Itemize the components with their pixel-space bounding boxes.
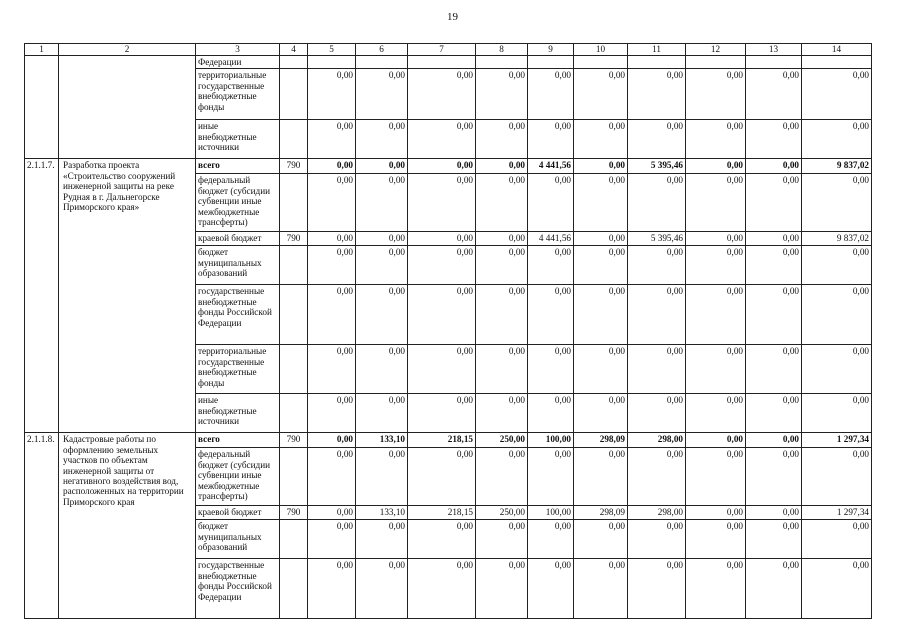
amount-cell (408, 56, 476, 69)
amount-cell: 0,00 (574, 345, 628, 394)
activity-name: Разработка проекта «Строительство сооружений инженерной защиты на реке Рудная в г. Дальнегорске Приморского края» (59, 159, 196, 433)
amount-cell: 0,00 (308, 246, 356, 285)
amount-cell: 0,00 (628, 520, 686, 559)
funding-source: территориальные государственные внебюджетные фонды (196, 69, 280, 120)
amount-cell: 0,00 (408, 448, 476, 506)
amount-cell: 4 441,56 (528, 232, 574, 246)
amount-cell: 0,00 (408, 174, 476, 232)
amount-cell: 0,00 (802, 559, 872, 619)
amount-cell: 250,00 (476, 433, 528, 448)
funding-source: Федерации (196, 56, 280, 69)
amount-cell: 100,00 (528, 506, 574, 520)
amount-cell: 0,00 (574, 285, 628, 345)
column-header: 5 (308, 44, 356, 56)
amount-cell: 0,00 (574, 448, 628, 506)
amount-cell: 0,00 (528, 120, 574, 159)
amount-cell: 0,00 (308, 69, 356, 120)
amount-cell: 0,00 (628, 448, 686, 506)
budget-code: 790 (280, 232, 308, 246)
amount-cell (686, 56, 746, 69)
budget-code (280, 559, 308, 619)
amount-cell: 0,00 (528, 345, 574, 394)
amount-cell: 298,09 (574, 506, 628, 520)
amount-cell: 0,00 (308, 120, 356, 159)
budget-code: 790 (280, 506, 308, 520)
amount-cell: 0,00 (308, 159, 356, 174)
amount-cell: 0,00 (746, 246, 802, 285)
amount-cell: 298,00 (628, 433, 686, 448)
amount-cell: 0,00 (686, 246, 746, 285)
amount-cell: 0,00 (628, 69, 686, 120)
budget-code (280, 285, 308, 345)
amount-cell: 0,00 (408, 159, 476, 174)
amount-cell: 0,00 (476, 285, 528, 345)
amount-cell: 0,00 (746, 159, 802, 174)
amount-cell: 0,00 (574, 559, 628, 619)
amount-cell: 0,00 (308, 174, 356, 232)
amount-cell: 0,00 (308, 448, 356, 506)
activity-name (59, 56, 196, 159)
amount-cell: 0,00 (528, 448, 574, 506)
activity-code: 2.1.1.7. (25, 159, 59, 433)
budget-code (280, 56, 308, 69)
amount-cell: 0,00 (356, 559, 408, 619)
funding-source: всего (196, 159, 280, 174)
amount-cell: 0,00 (746, 559, 802, 619)
amount-cell: 0,00 (476, 174, 528, 232)
column-header: 6 (356, 44, 408, 56)
column-header: 7 (408, 44, 476, 56)
budget-code (280, 246, 308, 285)
amount-cell (802, 56, 872, 69)
activity-name: Кадастровые работы по оформлению земельных участков по объектам инженерной защиты от негативного воздействия вод, расположенных на территории Приморского края (59, 433, 196, 619)
amount-cell: 0,00 (686, 285, 746, 345)
amount-cell: 0,00 (408, 520, 476, 559)
amount-cell: 0,00 (686, 559, 746, 619)
amount-cell: 0,00 (628, 345, 686, 394)
amount-cell: 0,00 (802, 120, 872, 159)
column-header: 9 (528, 44, 574, 56)
amount-cell: 0,00 (356, 69, 408, 120)
amount-cell: 0,00 (408, 559, 476, 619)
column-header: 10 (574, 44, 628, 56)
funding-source: государственные внебюджетные фонды Российской Федерации (196, 559, 280, 619)
amount-cell: 0,00 (408, 345, 476, 394)
amount-cell: 0,00 (528, 520, 574, 559)
funding-source: федеральный бюджет (субсидии субвенции иные межбюджетные трансферты) (196, 174, 280, 232)
amount-cell: 0,00 (574, 394, 628, 433)
amount-cell: 0,00 (628, 246, 686, 285)
amount-cell: 0,00 (686, 69, 746, 120)
amount-cell: 0,00 (308, 285, 356, 345)
amount-cell: 0,00 (356, 394, 408, 433)
amount-cell: 0,00 (802, 285, 872, 345)
amount-cell: 0,00 (528, 285, 574, 345)
amount-cell: 0,00 (574, 120, 628, 159)
amount-cell: 0,00 (308, 433, 356, 448)
amount-cell: 0,00 (746, 69, 802, 120)
amount-cell: 0,00 (408, 246, 476, 285)
amount-cell: 1 297,34 (802, 433, 872, 448)
amount-cell: 0,00 (356, 174, 408, 232)
amount-cell: 0,00 (686, 433, 746, 448)
page-number: 19 (447, 11, 458, 23)
budget-table (24, 43, 872, 619)
amount-cell: 9 837,02 (802, 232, 872, 246)
amount-cell: 0,00 (802, 246, 872, 285)
amount-cell: 0,00 (746, 285, 802, 345)
column-header: 8 (476, 44, 528, 56)
amount-cell: 0,00 (308, 506, 356, 520)
column-number-row (25, 44, 872, 56)
column-header: 13 (746, 44, 802, 56)
amount-cell: 5 395,46 (628, 159, 686, 174)
budget-code (280, 520, 308, 559)
amount-cell: 0,00 (408, 69, 476, 120)
amount-cell: 1 297,34 (802, 506, 872, 520)
amount-cell: 133,10 (356, 506, 408, 520)
column-header: 2 (59, 44, 196, 56)
funding-source: иные внебюджетные источники (196, 394, 280, 433)
amount-cell: 0,00 (574, 174, 628, 232)
column-header: 4 (280, 44, 308, 56)
amount-cell: 0,00 (308, 394, 356, 433)
budget-code: 790 (280, 159, 308, 174)
amount-cell: 0,00 (528, 69, 574, 120)
amount-cell: 133,10 (356, 433, 408, 448)
amount-cell: 0,00 (746, 433, 802, 448)
amount-cell: 0,00 (476, 232, 528, 246)
amount-cell: 0,00 (686, 159, 746, 174)
amount-cell: 0,00 (308, 232, 356, 246)
amount-cell: 0,00 (686, 174, 746, 232)
amount-cell: 0,00 (574, 69, 628, 120)
amount-cell: 0,00 (686, 506, 746, 520)
amount-cell: 0,00 (476, 246, 528, 285)
amount-cell: 0,00 (802, 345, 872, 394)
amount-cell: 0,00 (574, 520, 628, 559)
funding-source: всего (196, 433, 280, 448)
amount-cell: 298,09 (574, 433, 628, 448)
column-header: 1 (25, 44, 59, 56)
total-row (25, 159, 872, 174)
amount-cell: 9 837,02 (802, 159, 872, 174)
funding-source: краевой бюджет (196, 232, 280, 246)
amount-cell: 0,00 (356, 232, 408, 246)
budget-code (280, 69, 308, 120)
amount-cell: 0,00 (746, 232, 802, 246)
amount-cell: 0,00 (476, 559, 528, 619)
amount-cell: 0,00 (356, 120, 408, 159)
amount-cell: 0,00 (628, 120, 686, 159)
column-header: 11 (628, 44, 686, 56)
amount-cell: 0,00 (476, 69, 528, 120)
funding-source: бюджет муниципальных образований (196, 520, 280, 559)
amount-cell: 0,00 (574, 246, 628, 285)
amount-cell: 0,00 (476, 159, 528, 174)
amount-cell: 0,00 (308, 520, 356, 559)
amount-cell: 0,00 (746, 506, 802, 520)
amount-cell (628, 56, 686, 69)
amount-cell (528, 56, 574, 69)
amount-cell: 0,00 (686, 394, 746, 433)
amount-cell: 0,00 (628, 174, 686, 232)
funding-source: иные внебюджетные источники (196, 120, 280, 159)
amount-cell: 0,00 (802, 394, 872, 433)
amount-cell: 0,00 (476, 448, 528, 506)
amount-cell: 4 441,56 (528, 159, 574, 174)
amount-cell: 0,00 (408, 120, 476, 159)
activity-code: 2.1.1.8. (25, 433, 59, 619)
amount-cell: 0,00 (356, 246, 408, 285)
budget-code (280, 345, 308, 394)
funding-source: федеральный бюджет (субсидии субвенции иные межбюджетные трансферты) (196, 448, 280, 506)
amount-cell: 0,00 (356, 345, 408, 394)
amount-cell: 250,00 (476, 506, 528, 520)
amount-cell: 0,00 (476, 120, 528, 159)
amount-cell: 0,00 (528, 559, 574, 619)
amount-cell: 0,00 (686, 232, 746, 246)
table-row (25, 56, 872, 69)
amount-cell: 0,00 (356, 285, 408, 345)
amount-cell: 218,15 (408, 433, 476, 448)
amount-cell: 0,00 (746, 174, 802, 232)
amount-cell: 0,00 (356, 520, 408, 559)
amount-cell: 0,00 (802, 69, 872, 120)
amount-cell: 5 395,46 (628, 232, 686, 246)
amount-cell: 0,00 (746, 120, 802, 159)
column-header: 3 (196, 44, 280, 56)
amount-cell: 100,00 (528, 433, 574, 448)
amount-cell: 0,00 (528, 394, 574, 433)
amount-cell (746, 56, 802, 69)
amount-cell: 0,00 (802, 174, 872, 232)
activity-code (25, 56, 59, 159)
amount-cell: 0,00 (408, 232, 476, 246)
amount-cell: 0,00 (628, 285, 686, 345)
amount-cell: 0,00 (476, 345, 528, 394)
amount-cell: 0,00 (802, 520, 872, 559)
amount-cell: 0,00 (802, 448, 872, 506)
amount-cell: 0,00 (528, 246, 574, 285)
budget-code (280, 448, 308, 506)
column-header: 14 (802, 44, 872, 56)
column-header: 12 (686, 44, 746, 56)
amount-cell: 0,00 (574, 159, 628, 174)
budget-code (280, 120, 308, 159)
amount-cell: 0,00 (628, 394, 686, 433)
amount-cell: 0,00 (746, 520, 802, 559)
amount-cell: 0,00 (408, 285, 476, 345)
amount-cell: 0,00 (476, 394, 528, 433)
amount-cell: 0,00 (574, 232, 628, 246)
amount-cell: 218,15 (408, 506, 476, 520)
funding-source: государственные внебюджетные фонды Российской Федерации (196, 285, 280, 345)
budget-code (280, 174, 308, 232)
amount-cell (308, 56, 356, 69)
amount-cell: 0,00 (628, 559, 686, 619)
amount-cell: 0,00 (746, 394, 802, 433)
amount-cell: 0,00 (356, 159, 408, 174)
amount-cell: 0,00 (746, 345, 802, 394)
amount-cell: 0,00 (686, 520, 746, 559)
funding-source: бюджет муниципальных образований (196, 246, 280, 285)
amount-cell: 298,00 (628, 506, 686, 520)
amount-cell: 0,00 (308, 559, 356, 619)
amount-cell: 0,00 (308, 345, 356, 394)
amount-cell (574, 56, 628, 69)
amount-cell: 0,00 (528, 174, 574, 232)
amount-cell: 0,00 (686, 120, 746, 159)
amount-cell: 0,00 (408, 394, 476, 433)
amount-cell (476, 56, 528, 69)
amount-cell: 0,00 (686, 345, 746, 394)
funding-source: краевой бюджет (196, 506, 280, 520)
amount-cell: 0,00 (356, 448, 408, 506)
total-row (25, 433, 872, 448)
amount-cell: 0,00 (476, 520, 528, 559)
funding-source: территориальные государственные внебюджетные фонды (196, 345, 280, 394)
amount-cell (356, 56, 408, 69)
amount-cell: 0,00 (746, 448, 802, 506)
budget-code (280, 394, 308, 433)
budget-code: 790 (280, 433, 308, 448)
amount-cell: 0,00 (686, 448, 746, 506)
